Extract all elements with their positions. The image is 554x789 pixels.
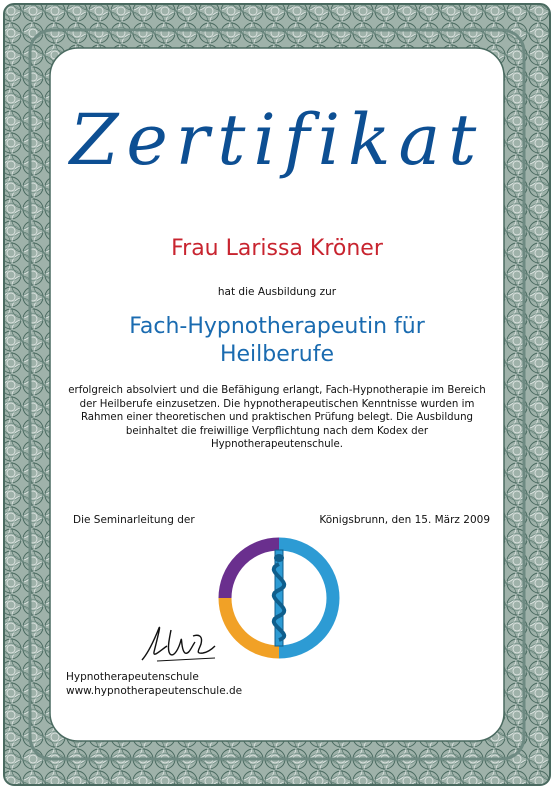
- school-info: [66, 670, 242, 698]
- course-title: Fach-Hypnotherapeutin für Heilberufe: [129, 314, 425, 367]
- place-date: Königsbrunn, den 15. März 2009: [319, 514, 490, 526]
- handwritten-signature-icon: [137, 620, 217, 665]
- certificate-body: erfolgreich absolviert und die Befähigung erlangt, Fach-Hypnotherapie im Bereich der Heilberufe einzusetzen. Die hypnotherapeutischen Kenntnisse wurden im Rahmen einer theoretischen und praktischen Prüfung belegt. Die Ausbildung beinhaltet die freiwillige Verpflichtung nach dem Kodex der Hypnotherapeutenschule.: [68, 385, 486, 451]
- caduceus-ring-logo-icon: [217, 536, 341, 660]
- school-name: Hypnotherapeutenschule: [66, 671, 199, 683]
- intro-text: hat die Ausbildung zur: [217, 286, 337, 298]
- school-url: www.hypnotherapeutenschule.de: [66, 685, 243, 697]
- certificate-title: Zertifikat: [69, 99, 485, 181]
- leader-label: Die Seminarleitung der: [73, 514, 195, 526]
- recipient-name: Frau Larissa Kröner: [171, 236, 383, 261]
